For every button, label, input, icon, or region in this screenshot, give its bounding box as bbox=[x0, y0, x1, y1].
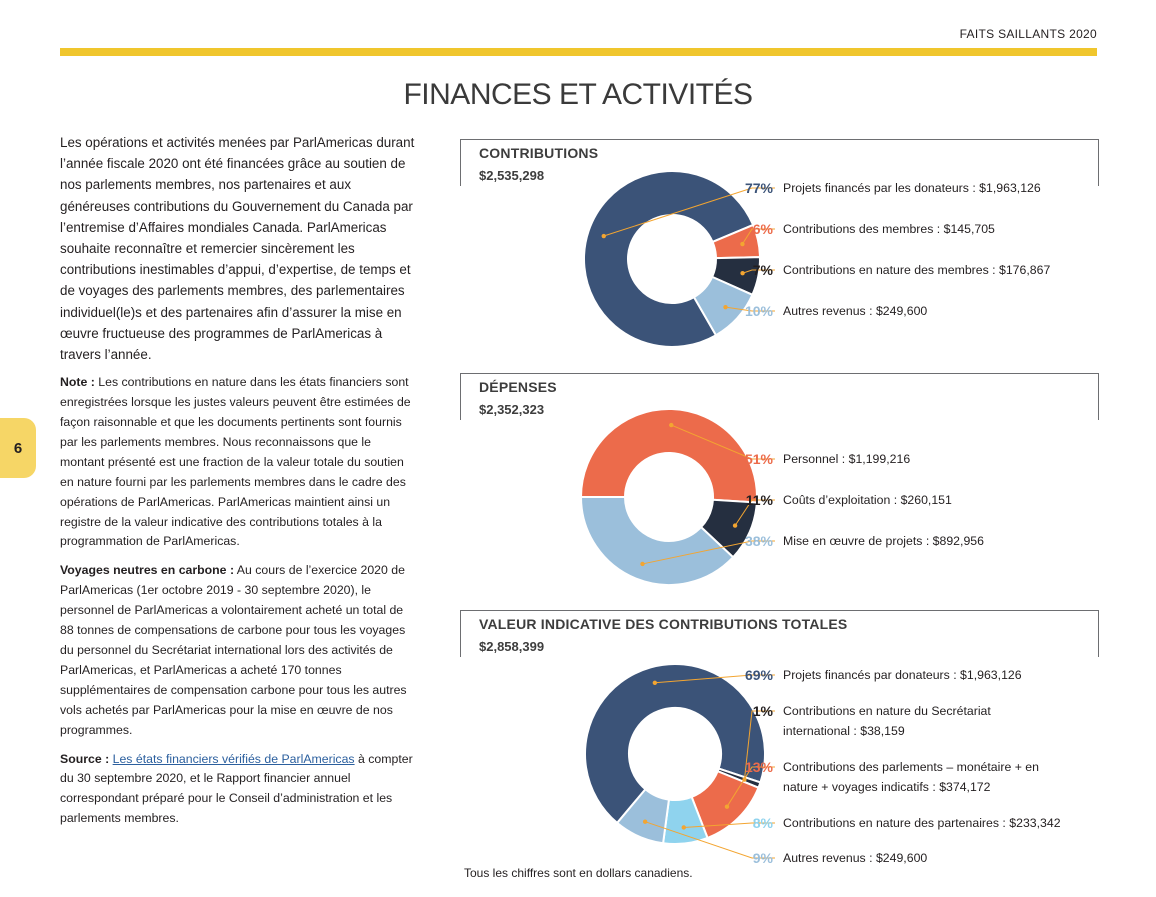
page-number: 6 bbox=[13, 439, 23, 457]
legend-item bbox=[733, 757, 1100, 797]
legend-percent: 6% bbox=[752, 221, 773, 237]
legend-percent: 38% bbox=[744, 533, 773, 549]
legend-label: Autres revenus : $249,600 bbox=[783, 851, 928, 865]
legend-item bbox=[733, 301, 1100, 321]
legend-item bbox=[733, 260, 1100, 280]
panel-total: $2,858,399 bbox=[479, 639, 545, 654]
legend-label: Coûts d’exploitation : $260,151 bbox=[783, 493, 952, 507]
legend-item bbox=[733, 848, 1100, 868]
legend-label: Projets financés par les donateurs : $1,963,126 bbox=[783, 181, 1041, 195]
legend-percent: 8% bbox=[752, 815, 773, 831]
panel-total: $2,535,298 bbox=[479, 168, 545, 183]
legend-label: Contributions en nature des partenaires : $233,342 bbox=[783, 816, 1061, 830]
legend-percent: 13% bbox=[744, 759, 773, 775]
source-label: Source : bbox=[60, 751, 110, 766]
legend-label: Autres revenus : $249,600 bbox=[783, 304, 928, 318]
source-text: à compter du 30 septembre 2020, et le Rapport financier annuel correspondant préparé pour le Conseil d’administration et les parlements membres. bbox=[60, 751, 413, 826]
carbon-label: Voyages neutres en carbone : bbox=[60, 563, 235, 578]
legend-percent: 1% bbox=[752, 703, 773, 719]
legend-label: Mise en œuvre de projets : $892,956 bbox=[783, 534, 984, 548]
leader-dot bbox=[725, 804, 729, 808]
leader-dot bbox=[653, 681, 657, 685]
carbon-text: Au cours de l’exercice 2020 de ParlAmericas (1er octobre 2019 - 30 septembre 2020), le personnel de ParlAmericas a volontairement acheté un total de 88 tonnes de compensations de carbone pour tous les voyages du personnel du Secrétariat international lors des activités de ParlAmericas, et ParlAmericas a acheté 170 tonnes supplémentaires de compensation carbone pour tous les autres vols achetés par ParlAmericas pour la mise en œuvre de nos programmes. bbox=[60, 563, 407, 737]
intro-paragraph: Les opérations et activités menées par ParlAmericas durant l’année fiscale 2020 ont été financées grâce au soutien de nos parlements membres, nos partenaires et aux généreuses contributions du Gouvernement du Canada par l’entremise d’Affaires mondiales Canada. ParlAmericas souhaite reconnaître et remercier sincèrement les contributions inestimables d’appui, d’expertise, de temps et de voyages des parlements membres, des parlementaires individuel(le)s et des partenaires afin d’assurer la mise en œuvre fructueuse des programmes de ParlAmericas à travers l’année. bbox=[60, 135, 415, 363]
legend-percent: 11% bbox=[745, 492, 773, 508]
legend-percent: 69% bbox=[744, 667, 773, 683]
legend-percent: 7% bbox=[752, 262, 773, 278]
legend-item bbox=[733, 490, 1100, 510]
legend-item bbox=[733, 531, 1100, 551]
panel-title: CONTRIBUTIONS bbox=[479, 145, 599, 161]
leader-dot bbox=[640, 562, 644, 566]
legend-item bbox=[733, 701, 1100, 741]
legend-item bbox=[733, 219, 1100, 239]
note-text: Les contributions en nature dans les états financiers sont enregistrées lorsque les justes valeurs peuvent être estimées de façon raisonnable et que les documents pertinents sont fournis par les parlements membres. Nous reconnaissons que le montant présenté est une fraction de la valeur totale du soutien en nature fourni par les parlements membres dans le cadre des opérations de ParlAmericas. ParlAmericas maintient ainsi un registre de la valeur indicative des contributions totales à la programmation de ParlAmericas. bbox=[60, 375, 411, 549]
legend-label: Personnel : $1,199,216 bbox=[783, 452, 911, 466]
page-title: FINANCES ET ACTIVITÉS bbox=[403, 78, 753, 111]
legend-label: Projets financés par donateurs : $1,963,126 bbox=[783, 668, 1022, 682]
legend-percent: 9% bbox=[752, 850, 773, 866]
legend-label: Contributions en nature des membres : $176,867 bbox=[783, 263, 1051, 277]
leader-dot bbox=[733, 523, 737, 527]
legend-item bbox=[733, 178, 1100, 198]
legend-percent: 51% bbox=[744, 451, 773, 467]
legend-item bbox=[733, 813, 1100, 833]
legend-label: Contributions des parlements – monétaire + en nature + voyages indicatifs : $374,172 bbox=[783, 760, 1039, 794]
legend-percent: 10% bbox=[744, 303, 773, 319]
legend-item bbox=[733, 449, 1100, 469]
leader-dot bbox=[669, 423, 673, 427]
panel-total: $2,352,323 bbox=[479, 402, 545, 417]
panel-title: VALEUR INDICATIVE DES CONTRIBUTIONS TOTALES bbox=[479, 616, 848, 632]
legend-label: Contributions des membres : $145,705 bbox=[783, 222, 995, 236]
leader-dot bbox=[602, 234, 606, 238]
financial-statements-link[interactable]: Les états financiers vérifiés de ParlAmericas bbox=[112, 751, 355, 766]
legend-item bbox=[733, 665, 1100, 685]
leader-dot bbox=[682, 825, 686, 829]
leader-dot bbox=[723, 305, 727, 309]
note-label: Note : bbox=[60, 375, 95, 390]
leader-dot bbox=[643, 820, 647, 824]
currency-footnote: Tous les chiffres sont en dollars canadiens. bbox=[464, 866, 693, 880]
panel-title: DÉPENSES bbox=[479, 379, 557, 395]
legend-percent: 77% bbox=[744, 180, 773, 196]
leader-dot bbox=[740, 242, 744, 246]
header-label: FAITS SAILLANTS 2020 bbox=[959, 27, 1097, 41]
legend-label: Contributions en nature du Secrétariat international : $38,159 bbox=[783, 704, 991, 738]
